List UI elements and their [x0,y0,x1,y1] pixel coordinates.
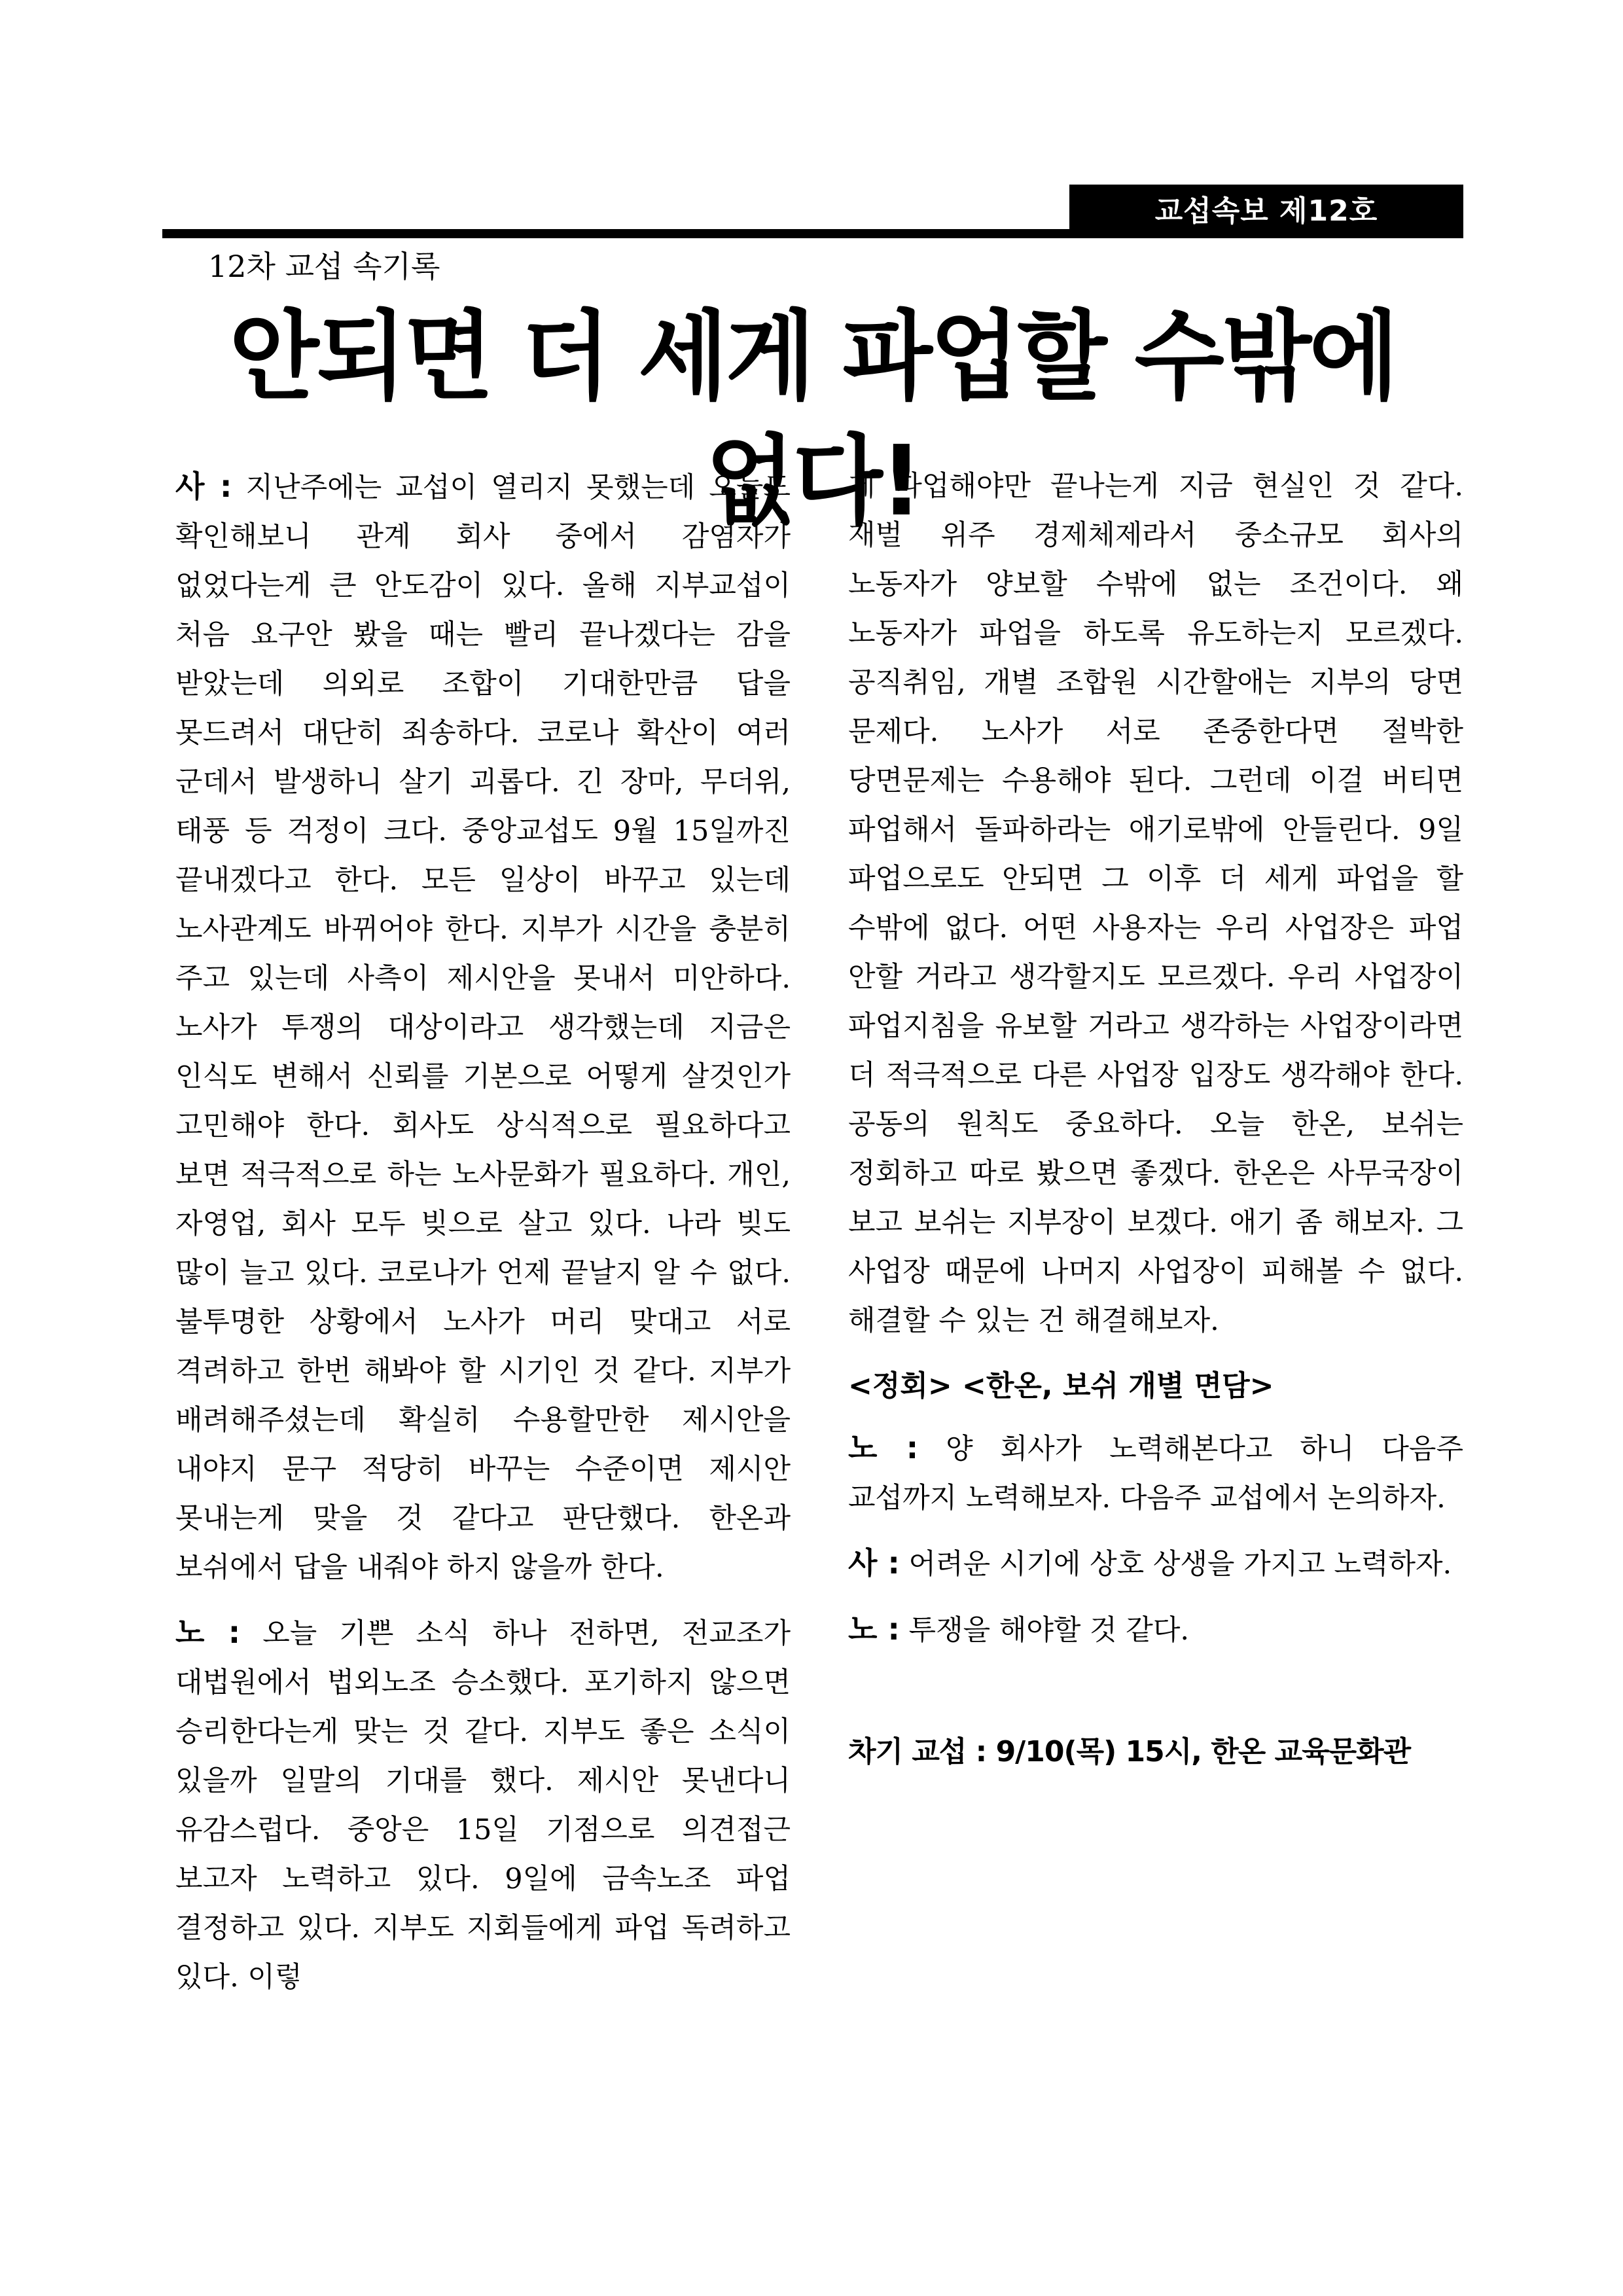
speaker-label: 사 : [175,469,232,504]
left-column [175,462,791,2018]
right-column [848,462,1463,1776]
issue-label: 교섭속보 제12호 [1069,185,1463,238]
statement-union-1 [175,1608,791,2002]
statement-management-1 [175,462,791,1592]
kicker: 12차 교섭 속기록 [208,249,440,284]
statement-union-2 [848,1424,1463,1523]
next-meeting-notice: 차기 교섭 : 9/10(목) 15시, 한온 교육문화관 [848,1735,1411,1768]
speaker-label: 노 : [848,1611,900,1647]
statement-management-2 [848,1539,1463,1589]
statement-text: 지난주에는 교섭이 열리지 못했는데 오늘도 확인해보니 관계 회사 중에서 감염자가 없었다는게 큰 안도감이 있다. 올해 지부교섭이 처음 요구안 봤을 때는 빨리 끝나겠다는 감을 받았는데 의외로 조합이 기대한만큼 답을 못드려서 대단히 죄송하다. 코로나 확산이 여러 군데서 발생하니 살기 괴롭다. 긴 장마, 무더위, 태풍 등 걱정이 크다. 중앙교섭도 9월 15일까진 끝내겠다고 한다. 모든 일상이 바꾸고 있는데 노사관계도 바뀌어야 한다. 지부가 시간을 충분히 주고 있는데 사측이 제시안을 못내서 미안하다. 노사가 투쟁의 대상이라고 생각했는데 지금은 인식도 변해서 신뢰를 기본으로 어떻게 살것인가 고민해야 한다. 회사도 상식적으로 필요하다고 보면 적극적으로 하는 노사문화가 필요하다. 개인, 자영업, 회사 모두 빚으로 살고 있다. 나라 빚도 많이 늘고 있다. 코로나가 언제 끝날지 알 수 없다. 불투명한 상황에서 노사가 머리 맞대고 서로 격려하고 한번 해봐야 할 시기인 것 같다. 지부가 배려해주셨는데 확실히 수용할만한 제시안을 내야지 문구 적당히 바꾸는 수준이면 제시안 못내는게 맞을 것 같다고 판단했다. 한온과 보쉬에서 답을 내줘야 하지 않을까 한다. [175,471,791,1584]
headline: 안되면 더 세게 파업할 수밖에 없다! [229,300,1397,537]
statement-union-1-continued: 게 파업해야만 끝나는게 지금 현실인 것 같다. 재벌 위주 경제체제라서 중소규모 회사의 노동자가 양보할 수밖에 없는 조건이다. 왜 노동자가 파업을 하도록 유도하는지 모르겠다. 공직취임, 개별 조합원 시간할애는 지부의 당면 문제다. 노사가 서로 존중한다면 절박한 당면문제는 수용해야 된다. 그런데 이걸 버티면 파업해서 돌파하라는 애기로밖에 안들린다. 9일 파업으로도 안되면 그 이후 더 세게 파업을 할 수밖에 없다. 어떤 사용자는 우리 사업장은 파업 안할 거라고 생각할지도 모르겠다. 우리 사업장이 파업지침을 유보할 거라고 생각하는 사업장이라면 더 적극적으로 다른 사업장 입장도 생각해야 한다. 공동의 원칙도 중요하다. 오늘 한온, 보쉬는 정회하고 따로 봤으면 좋겠다. 한온은 사무국장이 보고 보쉬는 지부장이 보겠다. 애기 좀 해보자. 그 사업장 때문에 나머지 사업장이 피해볼 수 없다. 해결할 수 있는 건 해결해보자. [848,470,1463,1337]
header-rule [162,229,1463,238]
statement-union-3 [848,1605,1463,1655]
statement-text: 오늘 기쁜 소식 하나 전하면, 전교조가 대법원에서 법외노조 승소했다. 포기하지 않으면 승리한다는게 맞는 것 같다. 지부도 좋은 소식이 있을까 일말의 기대를 했다. 제시안 못낸다니 유감스럽다. 중앙은 15일 기점으로 의견접근 보고자 노력하고 있다. 9일에 금속노조 파업 결정하고 있다. 지부도 지회들에게 파업 독려하고 있다. 이렇 [175,1617,791,1994]
statement-text: 어려운 시기에 상호 상생을 가지고 노력하자. [899,1548,1452,1581]
statement-text: 양 회사가 노력해본다고 하니 다음주 교섭까지 노력해보자. 다음주 교섭에서 논의하자. [848,1433,1463,1515]
statement-text: 투쟁을 해야할 것 같다. [899,1614,1190,1647]
speaker-label: 사 : [848,1545,900,1581]
section-heading: <정회> <한온, 보쉬 개별 면담> [848,1369,1274,1403]
speaker-label: 노 : [175,1615,241,1650]
speaker-label: 노 : [848,1430,919,1465]
